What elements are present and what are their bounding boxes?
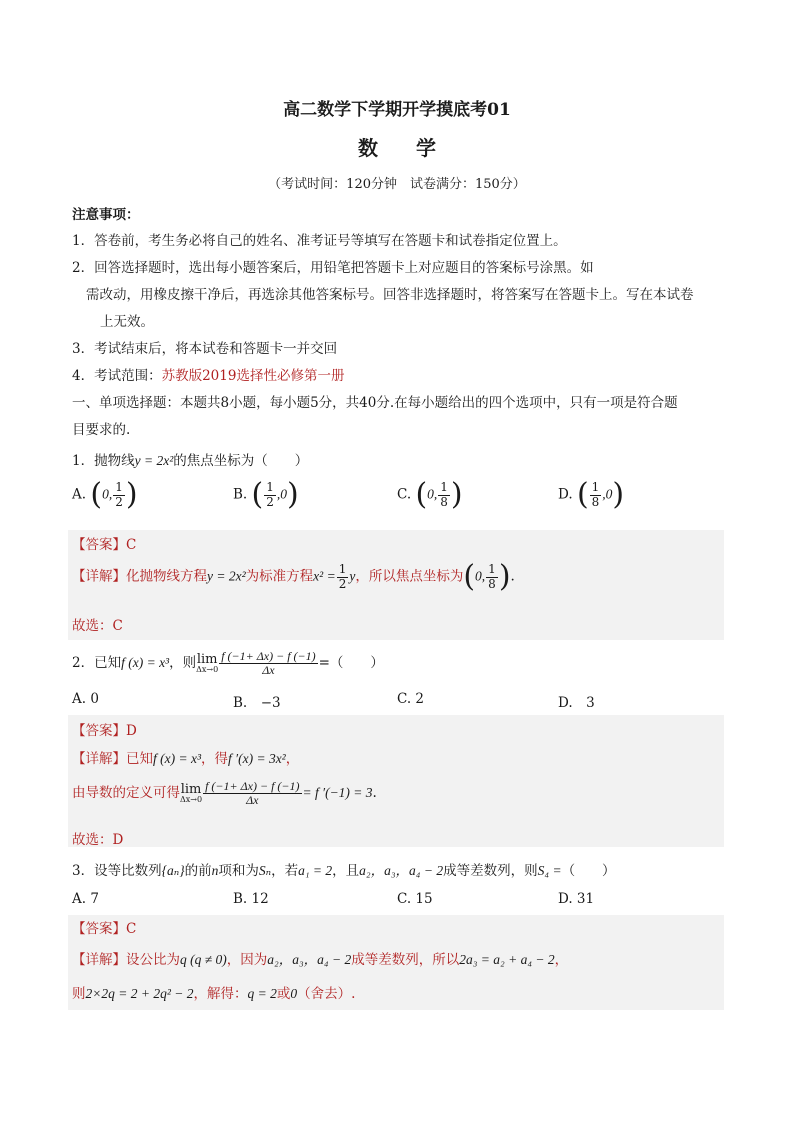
q3-option-a: A. 7: [72, 891, 99, 907]
option-label: C.: [397, 486, 412, 503]
q3-formula: a₂，a₃，a₄ − 2: [359, 863, 444, 878]
detail-formula: y = 2x²: [207, 568, 246, 584]
fraction: $\frac{1}{8}$: [591, 480, 600, 509]
detail-text: 成等差数列，所以: [351, 952, 460, 968]
detail-formula: f (x) = x³: [153, 751, 202, 766]
detail-formula: q = 2: [247, 986, 277, 1001]
detail-label: 【详解】: [72, 952, 126, 968]
q2-option-c: C. 2: [397, 691, 425, 707]
q2-text: =（ ）: [318, 655, 384, 672]
answer-value: C: [126, 921, 137, 937]
q1-suffix: 的焦点坐标为（ ）: [173, 453, 309, 469]
q3-text: ，且: [332, 863, 360, 879]
subject-heading: 数学: [358, 136, 474, 160]
q1-conclusion: 故选：C: [72, 618, 123, 634]
q1-option-a: A. (0, $\frac{1}{2}$ ): [72, 477, 138, 512]
detail-text: ，因为: [226, 952, 268, 968]
detail-formula: = f ′(−1) = 3: [302, 785, 373, 801]
question-2: [72, 650, 384, 677]
detail-formula: 2×2q = 2 + 2q² − 2: [85, 986, 194, 1001]
detail-label: 【详解】: [72, 751, 126, 767]
notice-item-2c: 上无效。: [100, 314, 154, 330]
q3-detail-2: [72, 982, 355, 1002]
q3-answer: [72, 917, 136, 937]
q3-option-d: D. 31: [558, 891, 595, 907]
q3-option-c: C. 15: [397, 891, 433, 907]
q1-option-c: C. (0, $\frac{1}{8}$ ): [397, 477, 463, 512]
detail-text: ，得: [201, 751, 229, 767]
notice-item-2b: 需改动，用橡皮擦干净后，再选涂其他答案标号。回答非选择题时，将答案写在答题卡上。写在本试卷: [86, 287, 694, 303]
fraction: $\frac{1}{8}$: [488, 562, 496, 591]
option-part: ,0: [276, 486, 287, 502]
fraction: $\frac{f (-1+ \Delta x) - f (-1)}{\Delta x}$: [221, 649, 316, 678]
detail-text: 由导数的定义可得: [72, 785, 180, 802]
q1-answer: [72, 533, 136, 553]
notice-item-1: 1．答卷前，考生务必将自己的姓名、准考证号等填写在答题卡和试卷指定位置上。: [72, 233, 567, 249]
detail-text: 则: [72, 986, 86, 1002]
q3-formula: a₁ = 2: [298, 863, 333, 878]
fraction: $\frac{1}{2}$: [115, 480, 123, 509]
option-part: ,0: [602, 486, 613, 502]
detail-formula: a₂，a₃，a₄ − 2: [267, 952, 352, 967]
limit: lim Δx→0: [180, 782, 203, 805]
notice-item-4: [72, 364, 344, 384]
answer-label: 【答案】: [72, 723, 126, 739]
q2-answer: [72, 719, 137, 739]
detail-text: 或: [276, 986, 291, 1002]
detail-formula: 2a₃ = a₂ + a₄ − 2: [459, 952, 555, 967]
q2-formula: f (x) = x³: [121, 655, 170, 671]
option-label: B.: [233, 486, 248, 503]
detail-label: 【详解】: [72, 568, 126, 585]
q3-text: 3．设等比数列: [72, 863, 162, 879]
detail-formula: f ′(x) = 3x²: [228, 751, 286, 766]
q3-text: 成等差数列，则: [443, 863, 538, 879]
q2-detail-2: [72, 780, 377, 807]
fraction: $\frac{1}{2}$: [338, 562, 347, 591]
option-label: D.: [558, 486, 573, 503]
q3-text: 的前: [184, 863, 212, 879]
detail-text: ，解得：: [193, 986, 248, 1002]
q3-text: ，若: [271, 863, 299, 879]
detail-text: ，: [554, 952, 569, 968]
answer-label: 【答案】: [72, 921, 126, 937]
exam-title: 高二数学下学期开学摸底考01: [283, 100, 511, 120]
fraction: $\frac{1}{8}$: [440, 480, 448, 509]
fraction: $\frac{1}{2}$: [266, 480, 274, 509]
detail-text: （舍去）.: [297, 986, 356, 1002]
q2-option-b: B. −3: [233, 695, 281, 711]
q3-text: （ ）: [561, 863, 616, 879]
detail-formula: 0: [290, 986, 298, 1001]
option-label: A.: [72, 486, 87, 503]
notice-item-3: 3．考试结束后，将本试卷和答题卡一并交回: [72, 341, 338, 357]
q1-formula: y = 2x²: [134, 453, 174, 468]
q2-text: ，则: [169, 655, 197, 672]
detail-text: .: [372, 785, 377, 802]
detail-formula: x² =: [313, 568, 336, 584]
question-1: [72, 449, 308, 469]
answer-value: C: [126, 537, 137, 553]
detail-text: 设公比为: [126, 952, 180, 968]
question-3: [72, 859, 616, 879]
q3-formula: S₄ =: [537, 863, 562, 878]
q3-formula: n: [211, 863, 219, 878]
detail-text: ，所以焦点坐标为: [355, 568, 464, 585]
exam-info: （考试时间：120分钟 试卷满分：150分）: [268, 177, 526, 192]
q3-formula: Sₙ: [258, 863, 272, 878]
notice-item-2a: 2．回答选择题时，选出每小题答案后，用铅笔把答题卡上对应题目的答案标号涂黑。如: [72, 260, 594, 276]
q2-option-a: A. 0: [72, 691, 99, 707]
answer-value: D: [126, 723, 137, 739]
notice-item-4-prefix: 4．考试范围：: [72, 368, 162, 384]
q2-text: 2．已知: [72, 655, 122, 672]
q2-conclusion: 故选：D: [72, 832, 124, 848]
detail-text: 为标准方程: [245, 568, 314, 585]
q3-option-b: B. 12: [233, 891, 269, 907]
q3-text: 项和为: [218, 863, 259, 879]
q1-option-b: B. ( $\frac{1}{2}$ ,0): [233, 477, 299, 512]
q2-detail-1: [72, 747, 299, 767]
detail-formula: 0,: [475, 568, 486, 584]
q1-option-d: D. ( $\frac{1}{8}$ ,0): [558, 477, 625, 512]
limit: lim Δx→0: [196, 652, 219, 675]
detail-text: 化抛物线方程: [126, 568, 207, 585]
fraction: $\frac{f (-1+ \Delta x) - f (-1)}{\Delta x}$: [205, 779, 300, 808]
detail-text: ，: [285, 751, 300, 767]
q3-detail-1: [72, 948, 568, 968]
detail-formula: y: [349, 568, 356, 584]
option-part: 0,: [427, 486, 438, 502]
q1-detail: 【详解】化抛物线方程y = 2x²为标准方程x² = $\frac{1}{2}$ y，所以焦点坐标为(0, $\frac{1}{8}$ ).: [72, 559, 515, 594]
q1-prefix: 1．抛物线: [72, 453, 135, 469]
section-heading-line2: 目要求的.: [72, 422, 131, 438]
notice-heading: 注意事项：: [72, 207, 140, 223]
q2-option-d: D. 3: [558, 695, 595, 711]
q3-formula: {aₙ}: [161, 863, 185, 878]
detail-text: 已知: [126, 751, 153, 767]
exam-scope: 苏教版2019选择性必修第一册: [161, 368, 345, 384]
answer-label: 【答案】: [72, 537, 126, 553]
detail-formula: q (q ≠ 0): [180, 952, 227, 967]
section-heading-line1: 一、单项选择题：本题共8小题，每小题5分，共40分.在每小题给出的四个选项中，只有一项是符合题: [72, 395, 678, 411]
option-part: 0,: [102, 486, 113, 502]
